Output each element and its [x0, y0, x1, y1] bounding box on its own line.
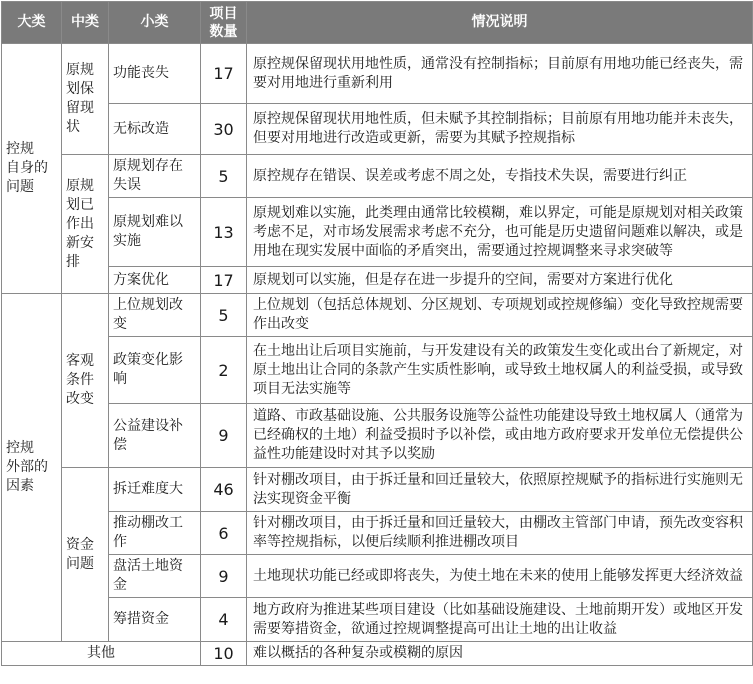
group-keep-status: 原规 划保 留现 状	[62, 44, 109, 155]
minor-cell: 拆迁难度大	[109, 468, 201, 512]
desc-cell: 土地现状功能已经或即将丧失，为使土地在未来的使用上能够发挥更大经济效益	[247, 555, 753, 598]
count-cell: 30	[201, 104, 247, 155]
table-row	[2, 294, 753, 337]
header-row	[2, 2, 753, 44]
count-cell: 17	[201, 267, 247, 294]
count-cell: 46	[201, 468, 247, 512]
table-row-other	[2, 642, 753, 666]
count-cell: 13	[201, 198, 247, 267]
group-new-plan: 原规 划已 作出 新安 排	[62, 155, 109, 294]
group-funding: 资金 问题	[62, 468, 109, 642]
minor-cell: 政策变化影响	[109, 337, 201, 404]
minor-cell: 公益建设补偿	[109, 404, 201, 468]
table-row	[2, 512, 753, 555]
header-desc: 情况说明	[247, 2, 753, 44]
classification-table	[1, 1, 753, 666]
desc-cell: 原规划可以实施，但是存在进一步提升的空间，需要对方案进行优化	[247, 267, 753, 294]
group-internal: 控规 自身的 问题	[2, 44, 62, 294]
desc-cell: 原规划难以实施，此类理由通常比较模糊，难以界定，可能是原规划对相关政策考虑不足，对市场发展需求考虑不充分，也可能是历史遗留问题难以解决，或是用地在现实发展中面临的矛盾突出，需要通过控规调整来寻求突破等	[247, 198, 753, 267]
count-cell: 5	[201, 155, 247, 198]
count-cell: 17	[201, 44, 247, 104]
count-cell: 6	[201, 512, 247, 555]
count-cell: 5	[201, 294, 247, 337]
table-row	[2, 267, 753, 294]
minor-cell: 推动棚改工作	[109, 512, 201, 555]
desc-cell: 原控规存在错误、误差或考虑不周之处，专指技术失误，需要进行纠正	[247, 155, 753, 198]
header-major: 大类	[2, 2, 62, 44]
desc-cell: 原控规保留现状用地性质，但未赋予其控制指标；目前原有用地功能并未丧失，但要对用地进行改造或更新，需要为其赋予控规指标	[247, 104, 753, 155]
minor-cell: 原规划存在失误	[109, 155, 201, 198]
desc-cell: 针对棚改项目，由于拆迁量和回迁量较大，由棚改主管部门申请，预先改变容积率等控规指标，以便后续顺利推进棚改项目	[247, 512, 753, 555]
table-row	[2, 555, 753, 598]
other-label: 其他	[2, 642, 201, 666]
table-row	[2, 155, 753, 198]
count-cell: 10	[201, 642, 247, 666]
table-row	[2, 198, 753, 267]
desc-cell: 在土地出让后项目实施前，与开发建设有关的政策发生变化或出台了新规定，对原土地出让合同的条款产生实质性影响，或导致土地权属人的利益受损，或导致项目无法实施等	[247, 337, 753, 404]
group-external: 控规 外部的 因素	[2, 294, 62, 642]
minor-cell: 筹措资金	[109, 598, 201, 642]
count-cell: 2	[201, 337, 247, 404]
desc-cell: 道路、市政基础设施、公共服务设施等公益性功能建设导致土地权属人（通常为已经确权的土地）利益受损时予以补偿，或由地方政府要求开发单位无偿提供公益性功能建设时对其予以奖励	[247, 404, 753, 468]
group-objective: 客观 条件 改变	[62, 294, 109, 468]
count-cell: 9	[201, 555, 247, 598]
header-minor: 小类	[109, 2, 201, 44]
table-row	[2, 404, 753, 468]
count-cell: 4	[201, 598, 247, 642]
minor-cell: 方案优化	[109, 267, 201, 294]
table-row	[2, 44, 753, 104]
minor-cell: 上位规划改变	[109, 294, 201, 337]
minor-cell: 无标改造	[109, 104, 201, 155]
table-row	[2, 337, 753, 404]
desc-cell: 针对棚改项目，由于拆迁量和回迁量较大，依照原控规赋予的指标进行实施则无法实现资金平衡	[247, 468, 753, 512]
desc-cell: 原控规保留现状用地性质，通常没有控制指标；目前原有用地功能已经丧失，需要对用地进行重新利用	[247, 44, 753, 104]
header-middle: 中类	[62, 2, 109, 44]
desc-cell: 地方政府为推进某些项目建设（比如基础设施建设、土地前期开发）或地区开发需要筹措资金，欲通过控规调整提高可出让土地的出让收益	[247, 598, 753, 642]
desc-cell: 难以概括的各种复杂或模糊的原因	[247, 642, 753, 666]
table-row	[2, 104, 753, 155]
minor-cell: 盘活土地资金	[109, 555, 201, 598]
header-count: 项目 数量	[201, 2, 247, 44]
count-cell: 9	[201, 404, 247, 468]
desc-cell: 上位规划（包括总体规划、分区规划、专项规划或控规修编）变化导致控规需要作出改变	[247, 294, 753, 337]
minor-cell: 功能丧失	[109, 44, 201, 104]
table-row	[2, 468, 753, 512]
table-row	[2, 598, 753, 642]
minor-cell: 原规划难以实施	[109, 198, 201, 267]
